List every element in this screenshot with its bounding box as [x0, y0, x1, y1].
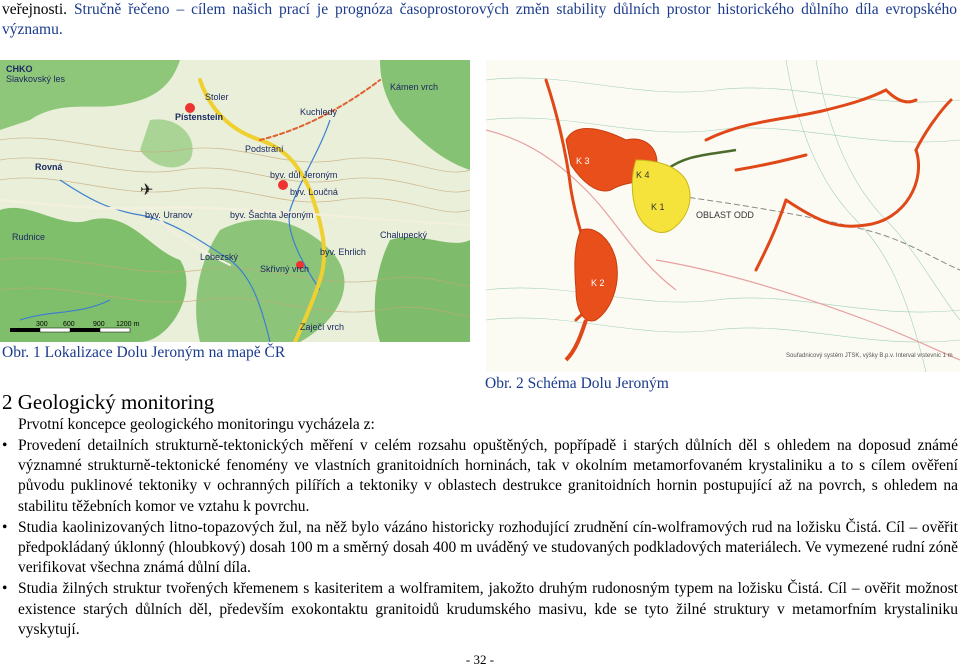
map-label: Skřivný vrch [260, 264, 310, 274]
figure-2-caption: Obr. 2 Schéma Dolu Jeroným [485, 375, 669, 392]
bullet-icon: • [2, 437, 8, 454]
map-label: Stoler [205, 92, 229, 102]
bullet-item [0, 436, 958, 517]
bullet-text: Provedení detailních strukturně-tektonických měření v celém rozsahu opuštěných, popřípadě i starých důlních děl s ohledem na doposud známé významné strukturně-tektonické fenomény ve vlastních granitoidních horninách, tak v okolním metamorfovaném krystaliniku a to s cílem ověření původu puklinové tektoniky v ochranných pilířích a tektoniky v oblastech destrukce granitoidních hornin postupující až na povrch, s ohledem na stabilitu těžebních komor ve vztahu k povrchu. [18, 437, 958, 515]
section-lead: Prvotní koncepce geologického monitoringu vycházela z: [18, 416, 375, 433]
intro-highlight: Stručně řečeno – cílem našich prací je prognóza časoprostorových změn stability důlních prostor historického důlního díla evropského významu. [2, 1, 958, 38]
figure-2-mine-schema [486, 60, 960, 372]
bullet-item [0, 518, 958, 579]
coordinate-note: Souřadnicový systém JTSK, výšky B.p.v. Interval vrstevnic 1 m [786, 353, 953, 359]
zone-label: K 1 [651, 202, 665, 212]
zone-label: OBLAST ODD [696, 210, 754, 220]
scale-tick: 900 [93, 321, 105, 328]
map-label: Chalupecký [380, 230, 428, 240]
scale-tick: 300 [36, 321, 48, 328]
zone-label: K 3 [576, 156, 590, 166]
map-label: byv. Loučná [290, 187, 338, 197]
map-label: CHKO [6, 64, 33, 74]
map-label: Slavkovský les [6, 74, 66, 84]
map-label: byv. Ehrlich [320, 247, 366, 257]
bullet-icon: • [2, 518, 8, 536]
bullet-text: Studia kaolinizovaných litno-topazových žul, na něž bylo vázáno historicky rozhodující zrudnění cín-wolframových rud na ložisku Čistá. Cíl – ověřit předpokládaný úklonný (hloubkový) dosah 100 m a směrný dosah 400 m uváděný ve studovaných podkladových materiálech. Ve vymezené rudní zóně verifikovat všechna známá důlní díla. [18, 518, 958, 577]
bullet-item [0, 579, 958, 640]
intro-text: veřejnosti. [2, 1, 74, 18]
map-label: Kuchledy [300, 107, 338, 117]
topographic-map [0, 60, 470, 342]
mine-schema [486, 60, 960, 372]
airport-icon: ✈ [140, 182, 154, 199]
map-label: Lobezský [200, 252, 239, 262]
map-label: byv. Šachta Jeroným [230, 210, 314, 220]
map-label: byv. Uranov [145, 210, 193, 220]
section-heading: 2 Geologický monitoring [2, 390, 215, 414]
map-label: Pístenstein [175, 112, 224, 122]
figure-1-map [0, 60, 470, 342]
scale-tick: 1200 m [116, 321, 140, 328]
bullet-text: Studia žilných struktur tvořených křemenem s kasiteritem a wolframitem, jakožto druhým rudonosným typem na ložisku Čistá. Cíl – ověřit možnost existence starých důlních děl, především exokontaktu granitoidů krudumského masivu, kde se tyto žilné struktury v metamorfním krystaliniku vyskytují. [18, 580, 958, 638]
page-number: - 32 - [465, 652, 495, 667]
intro-paragraph [2, 0, 957, 40]
figure-1-caption: Obr. 1 Lokalizace Dolu Jeroným na mapě ČR [2, 344, 286, 361]
map-label: Podstrání [245, 144, 284, 154]
map-label: Zaječí vrch [300, 322, 345, 332]
map-label: byv. důl Jeroným [270, 170, 338, 180]
bullet-icon: • [2, 580, 8, 598]
zone-label: K 2 [591, 278, 605, 288]
map-label: Rudnice [12, 232, 46, 242]
bullet-list [0, 436, 958, 641]
zone-label: K 4 [636, 170, 650, 180]
map-label: Rovná [35, 162, 63, 172]
scale-tick: 600 [63, 321, 75, 328]
map-label: Kámen vrch [390, 82, 439, 92]
